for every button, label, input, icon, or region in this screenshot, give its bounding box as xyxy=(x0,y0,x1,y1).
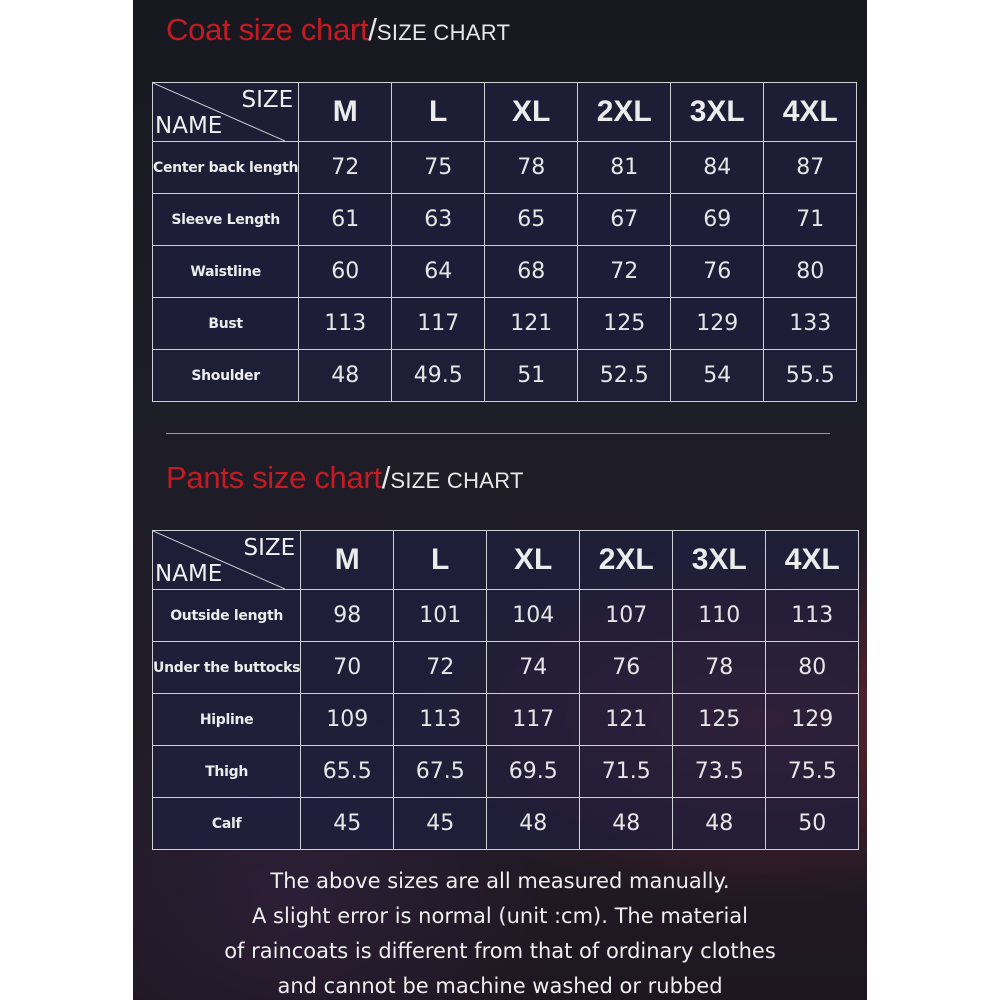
table-cell: 60 xyxy=(299,246,392,298)
table-cell: 71 xyxy=(764,194,857,246)
table-row xyxy=(153,246,857,298)
table-cell: 50 xyxy=(766,798,859,850)
row-label: Under the buttocks xyxy=(153,642,301,694)
table-cell: 69 xyxy=(671,194,764,246)
table-cell: 87 xyxy=(764,142,857,194)
table-cell: 104 xyxy=(487,590,580,642)
table-cell: 72 xyxy=(299,142,392,194)
row-label: Bust xyxy=(153,298,299,350)
table-row xyxy=(153,746,859,798)
table-cell: 65 xyxy=(485,194,578,246)
table-cell: 72 xyxy=(578,246,671,298)
corner-name-label: NAME xyxy=(155,113,223,139)
table-cell: 125 xyxy=(578,298,671,350)
table-row xyxy=(153,350,857,402)
pants-header-row xyxy=(153,531,859,590)
table-cell: 61 xyxy=(299,194,392,246)
pants-title-main: Pants size chart xyxy=(166,460,382,495)
row-label: Outside length xyxy=(153,590,301,642)
coat-title-main: Coat size chart xyxy=(166,12,369,47)
table-cell: 101 xyxy=(394,590,487,642)
table-cell: 72 xyxy=(394,642,487,694)
coat-section-title xyxy=(166,12,510,48)
note-line: A slight error is normal (unit :cm). The material xyxy=(252,904,748,928)
table-cell: 117 xyxy=(487,694,580,746)
table-row xyxy=(153,142,857,194)
pants-size-table xyxy=(152,530,859,850)
table-cell: 69.5 xyxy=(487,746,580,798)
corner-name-label: NAME xyxy=(155,561,223,587)
table-cell: 64 xyxy=(392,246,485,298)
table-cell: 113 xyxy=(299,298,392,350)
pants-title-slash: / xyxy=(381,460,391,495)
coat-header-row xyxy=(153,83,857,142)
table-cell: 52.5 xyxy=(578,350,671,402)
row-label: Sleeve Length xyxy=(153,194,299,246)
note-line: and cannot be machine washed or rubbed xyxy=(277,974,723,998)
table-cell: 78 xyxy=(485,142,578,194)
table-cell: 48 xyxy=(299,350,392,402)
table-cell: 49.5 xyxy=(392,350,485,402)
table-cell: 75.5 xyxy=(766,746,859,798)
size-header-l: L xyxy=(392,83,485,142)
size-header-xl: XL xyxy=(485,83,578,142)
table-cell: 70 xyxy=(301,642,394,694)
size-header-2xl: 2XL xyxy=(578,83,671,142)
table-cell: 78 xyxy=(673,642,766,694)
table-cell: 54 xyxy=(671,350,764,402)
pants-corner-cell xyxy=(153,531,301,590)
row-label: Hipline xyxy=(153,694,301,746)
pants-title-sub: SIZE CHART xyxy=(390,468,524,493)
row-label: Waistline xyxy=(153,246,299,298)
table-cell: 129 xyxy=(671,298,764,350)
corner-size-label: SIZE xyxy=(241,87,294,113)
coat-size-table xyxy=(152,82,857,402)
table-cell: 113 xyxy=(766,590,859,642)
table-cell: 71.5 xyxy=(580,746,673,798)
table-cell: 98 xyxy=(301,590,394,642)
table-cell: 117 xyxy=(392,298,485,350)
table-cell: 65.5 xyxy=(301,746,394,798)
size-header-m: M xyxy=(299,83,392,142)
size-header-4xl: 4XL xyxy=(764,83,857,142)
note-line: of raincoats is different from that of ordinary clothes xyxy=(224,939,776,963)
corner-size-label: SIZE xyxy=(243,535,296,561)
table-cell: 107 xyxy=(580,590,673,642)
table-cell: 67.5 xyxy=(394,746,487,798)
table-cell: 76 xyxy=(580,642,673,694)
note-line: The above sizes are all measured manually. xyxy=(270,869,730,893)
table-cell: 80 xyxy=(766,642,859,694)
table-cell: 68 xyxy=(485,246,578,298)
row-label: Thigh xyxy=(153,746,301,798)
table-cell: 48 xyxy=(487,798,580,850)
table-cell: 51 xyxy=(485,350,578,402)
table-cell: 76 xyxy=(671,246,764,298)
table-cell: 45 xyxy=(394,798,487,850)
table-cell: 74 xyxy=(487,642,580,694)
table-cell: 67 xyxy=(578,194,671,246)
coat-title-sub: SIZE CHART xyxy=(376,20,511,45)
table-row xyxy=(153,590,859,642)
table-row xyxy=(153,694,859,746)
section-divider xyxy=(166,433,830,434)
coat-title-slash: / xyxy=(368,12,377,47)
table-row xyxy=(153,642,859,694)
row-label: Center back length xyxy=(153,142,299,194)
table-cell: 48 xyxy=(580,798,673,850)
size-chart-panel xyxy=(133,0,867,1000)
coat-corner-cell xyxy=(153,83,299,142)
table-cell: 81 xyxy=(578,142,671,194)
size-header-4xl: 4XL xyxy=(766,531,859,590)
table-cell: 125 xyxy=(673,694,766,746)
table-row xyxy=(153,194,857,246)
table-cell: 129 xyxy=(766,694,859,746)
table-cell: 45 xyxy=(301,798,394,850)
table-row xyxy=(153,798,859,850)
size-header-l: L xyxy=(394,531,487,590)
size-header-2xl: 2XL xyxy=(580,531,673,590)
table-row xyxy=(153,298,857,350)
table-cell: 63 xyxy=(392,194,485,246)
size-header-3xl: 3XL xyxy=(673,531,766,590)
table-cell: 113 xyxy=(394,694,487,746)
table-cell: 48 xyxy=(673,798,766,850)
table-cell: 55.5 xyxy=(764,350,857,402)
table-cell: 80 xyxy=(764,246,857,298)
size-header-3xl: 3XL xyxy=(671,83,764,142)
measurement-note xyxy=(133,864,867,1000)
size-header-xl: XL xyxy=(487,531,580,590)
table-cell: 75 xyxy=(392,142,485,194)
pants-section-title xyxy=(166,460,524,496)
row-label: Shoulder xyxy=(153,350,299,402)
row-label: Calf xyxy=(153,798,301,850)
table-cell: 110 xyxy=(673,590,766,642)
table-cell: 121 xyxy=(485,298,578,350)
table-cell: 84 xyxy=(671,142,764,194)
table-cell: 133 xyxy=(764,298,857,350)
table-cell: 121 xyxy=(580,694,673,746)
size-header-m: M xyxy=(301,531,394,590)
table-cell: 73.5 xyxy=(673,746,766,798)
table-cell: 109 xyxy=(301,694,394,746)
